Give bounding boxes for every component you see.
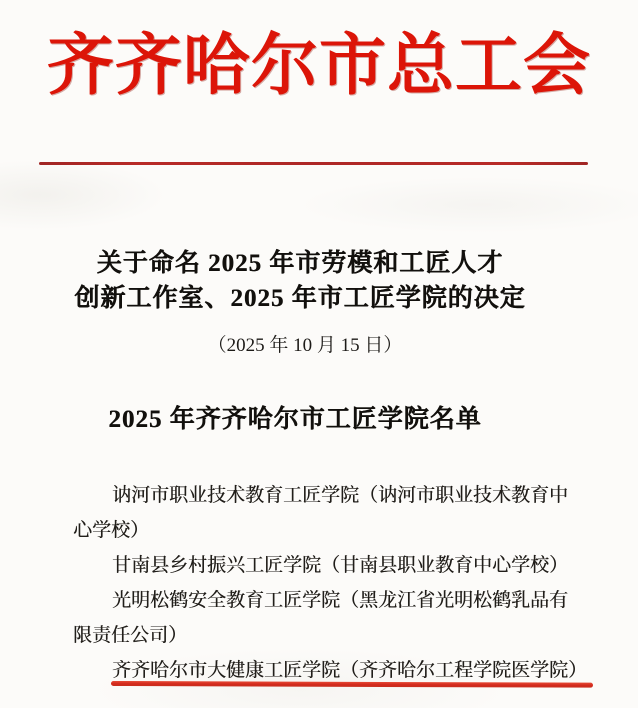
document-title — [0, 246, 600, 316]
document-title-line-1: 关于命名 2025 年市劳模和工匠人才 — [96, 250, 504, 277]
document-date: （2025 年 10 月 15 日） — [207, 335, 403, 356]
list-item-line-highlighted: 齐齐哈尔市大健康工匠学院（齐齐哈尔工程学院医学院） — [112, 660, 588, 681]
document-title-line-2: 创新工作室、2025 年市工匠学院的决定 — [74, 285, 526, 312]
list-item-line: 心学校） — [73, 520, 150, 541]
list-item-line: 限责任公司） — [73, 625, 188, 646]
institution-list — [73, 478, 613, 688]
list-item-line: 光明松鹤安全教育工匠学院（黑龙江省光明松鹤乳品有 — [112, 590, 569, 611]
letterhead-rule — [39, 162, 588, 165]
letterhead-org-name: 齐齐哈尔市总工会 — [47, 29, 591, 103]
section-heading: 2025 年齐齐哈尔市工匠学院名单 — [108, 406, 482, 433]
list-item-line: 甘南县乡村振兴工匠学院（甘南县职业教育中心学校） — [112, 555, 569, 576]
list-item-line: 讷河市职业技术教育工匠学院（讷河市职业技术教育中 — [112, 485, 569, 506]
